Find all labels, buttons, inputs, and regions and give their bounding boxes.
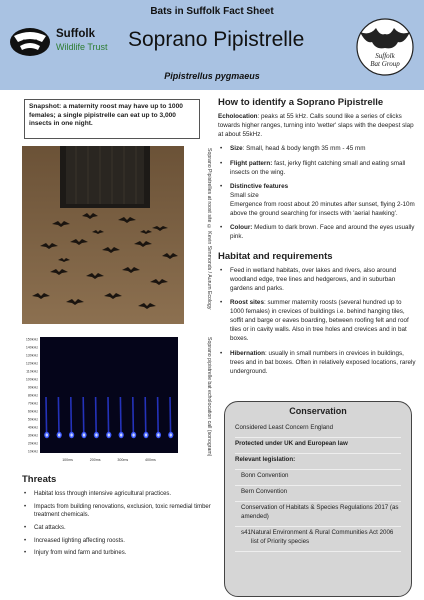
sonogram-caption: Soprano pipistrelle bat echolocation call (sonogram) (206, 337, 212, 457)
colour-value: Medium to dark brown. Face and around the eyes usually pink. (230, 224, 415, 241)
list-item: • Injury from wind farm and turbines. (22, 549, 214, 558)
y-tick-label: 30kHz (27, 433, 38, 438)
threats-list (22, 490, 214, 558)
identify-list (218, 144, 416, 241)
roost-label: Roost sites (230, 298, 264, 306)
y-tick-label: 20kHz (27, 441, 38, 446)
threats-title: Threats (22, 474, 57, 485)
list-item (218, 182, 416, 219)
x-tick-label: 400ms (145, 458, 156, 462)
suffolk-bat-group-logo (354, 14, 416, 80)
legislation-item: Bern Convention (235, 486, 401, 502)
hibernation-label: Hibernation (230, 349, 265, 357)
colour-label: Colour: (230, 224, 253, 232)
features-line: Small size (230, 191, 259, 199)
legislation-item: s41Natural Environment & Rural Communities Act 2006 list of Priority species (235, 527, 401, 552)
x-tick-label: 200ms (89, 458, 101, 462)
badger-icon (8, 22, 52, 58)
sonogram-chart (22, 335, 182, 465)
sheet-title: Bats in Suffolk Fact Sheet (150, 6, 274, 17)
y-tick-label: 130kHz (25, 353, 38, 358)
logo-name: Suffolk (56, 28, 95, 40)
size-value: : Small, head & body length 35 mm - 45 mm (242, 145, 366, 153)
legislation-item: Conservation of Habitats & Species Regulations 2017 (as amended) (235, 502, 401, 527)
legislation-label: Relevant legislation: (235, 454, 401, 470)
bats-at-roost-image (22, 146, 184, 324)
list-item: • Impacts from building renovations, exclusion, toxic remedial timber treatment chemicals. (22, 503, 214, 520)
svg-text:Bat Group: Bat Group (370, 60, 400, 68)
y-tick-label: 40kHz (27, 425, 38, 430)
features-label: • Distinctive features (230, 182, 289, 190)
snapshot-box: Snapshot: a maternity roost may have up to 1000 females; a single pipistrelle can eat up to 3,000 insects in one night. (24, 99, 200, 139)
y-tick-label: 110kHz (26, 369, 38, 374)
y-tick-label: 10kHz (27, 449, 38, 454)
x-tick-label: 300ms (117, 458, 129, 462)
y-tick-label: 140kHz (25, 345, 38, 350)
page-title: Soprano Pipistrelle (128, 28, 305, 51)
list-item (218, 223, 416, 241)
echolocation-text (218, 112, 416, 139)
sonogram-image (22, 335, 182, 465)
size-label: Size (230, 145, 243, 153)
list-item: • Cat attacks. (22, 524, 214, 533)
conservation-box (224, 401, 412, 597)
svg-text:Suffolk: Suffolk (375, 52, 395, 60)
list-item (218, 298, 416, 344)
header-banner (0, 0, 424, 90)
list-item: • Habitat loss through intensive agricultural practices. (22, 490, 214, 499)
echolocation-label: Echolocation (218, 113, 258, 120)
habitat-title: Habitat and requirements (218, 250, 333, 262)
list-item (218, 144, 416, 153)
logo-subname: Wildlife Trust (56, 42, 108, 52)
suffolk-wildlife-trust-logo (8, 22, 126, 62)
y-tick-label: 150kHz (25, 337, 38, 342)
y-tick-label: 80kHz (27, 393, 38, 398)
features-line: Emergence from roost about 20 minutes after sunset, flying 2-10m above the ground searching for insects with 'aerial hawking'. (230, 201, 415, 218)
list-item (218, 159, 416, 177)
latin-name: Pipistrellus pygmaeus (164, 71, 260, 81)
identify-title: How to identify a Soprano Pipistrelle (218, 97, 384, 108)
bat-emblem-icon (354, 14, 416, 80)
y-tick-label: 90kHz (27, 385, 38, 390)
list-item: • Feed in wetland habitats, over lakes and rivers, also around woodland edge, tree lines and hedgerows, and in suburban gardens and parks. (218, 266, 416, 293)
legislation-item: Bonn Convention (235, 470, 401, 486)
protection-status: Protected under UK and European law (235, 438, 401, 454)
hibernation-value: : usually in small numbers in crevices in buildings, trees and in bat boxes. Often in relatively exposed locations, rarely underground. (230, 349, 416, 375)
y-tick-label: 60kHz (27, 409, 38, 414)
roost-value: : summer maternity roosts (several hundred up to 1000 females) in crevices of buildings i.e. behind hanging tiles, soffit and barge or eaves boarding, between roofing felt and roof tiles or in cavity walls. Also in tree holes and crevices and in bat boxes. (230, 298, 409, 343)
roost-photo (22, 146, 184, 324)
y-tick-label: 100kHz (25, 377, 38, 382)
conservation-status: Considered Least Concern England (235, 422, 401, 438)
identification-column (218, 97, 416, 381)
y-tick-label: 120kHz (25, 361, 38, 366)
conservation-title: Conservation (289, 406, 347, 416)
flight-label: Flight pattern: (230, 159, 273, 167)
list-item (218, 349, 416, 376)
flight-value: fast, jerky flight catching small and eating small insects on the wing. (230, 159, 406, 176)
threats-section (22, 474, 214, 562)
echolocation-value: : peaks at 55 kHz. Calls sound like a series of clicks towards higher ranges, turning into 'wetter' slaps with the deepest slap at about 55kHz. (218, 113, 414, 139)
habitat-list (218, 266, 416, 376)
x-tick-label: 100ms (62, 458, 73, 462)
list-item: • Increased lighting affecting roosts. (22, 537, 214, 546)
y-tick-label: 70kHz (27, 401, 38, 406)
y-tick-label: 50kHz (27, 417, 38, 422)
photo-caption: Soprano Pipistrelles at roost site © Kevin Simmonds / Aurum Ecology (206, 148, 212, 310)
